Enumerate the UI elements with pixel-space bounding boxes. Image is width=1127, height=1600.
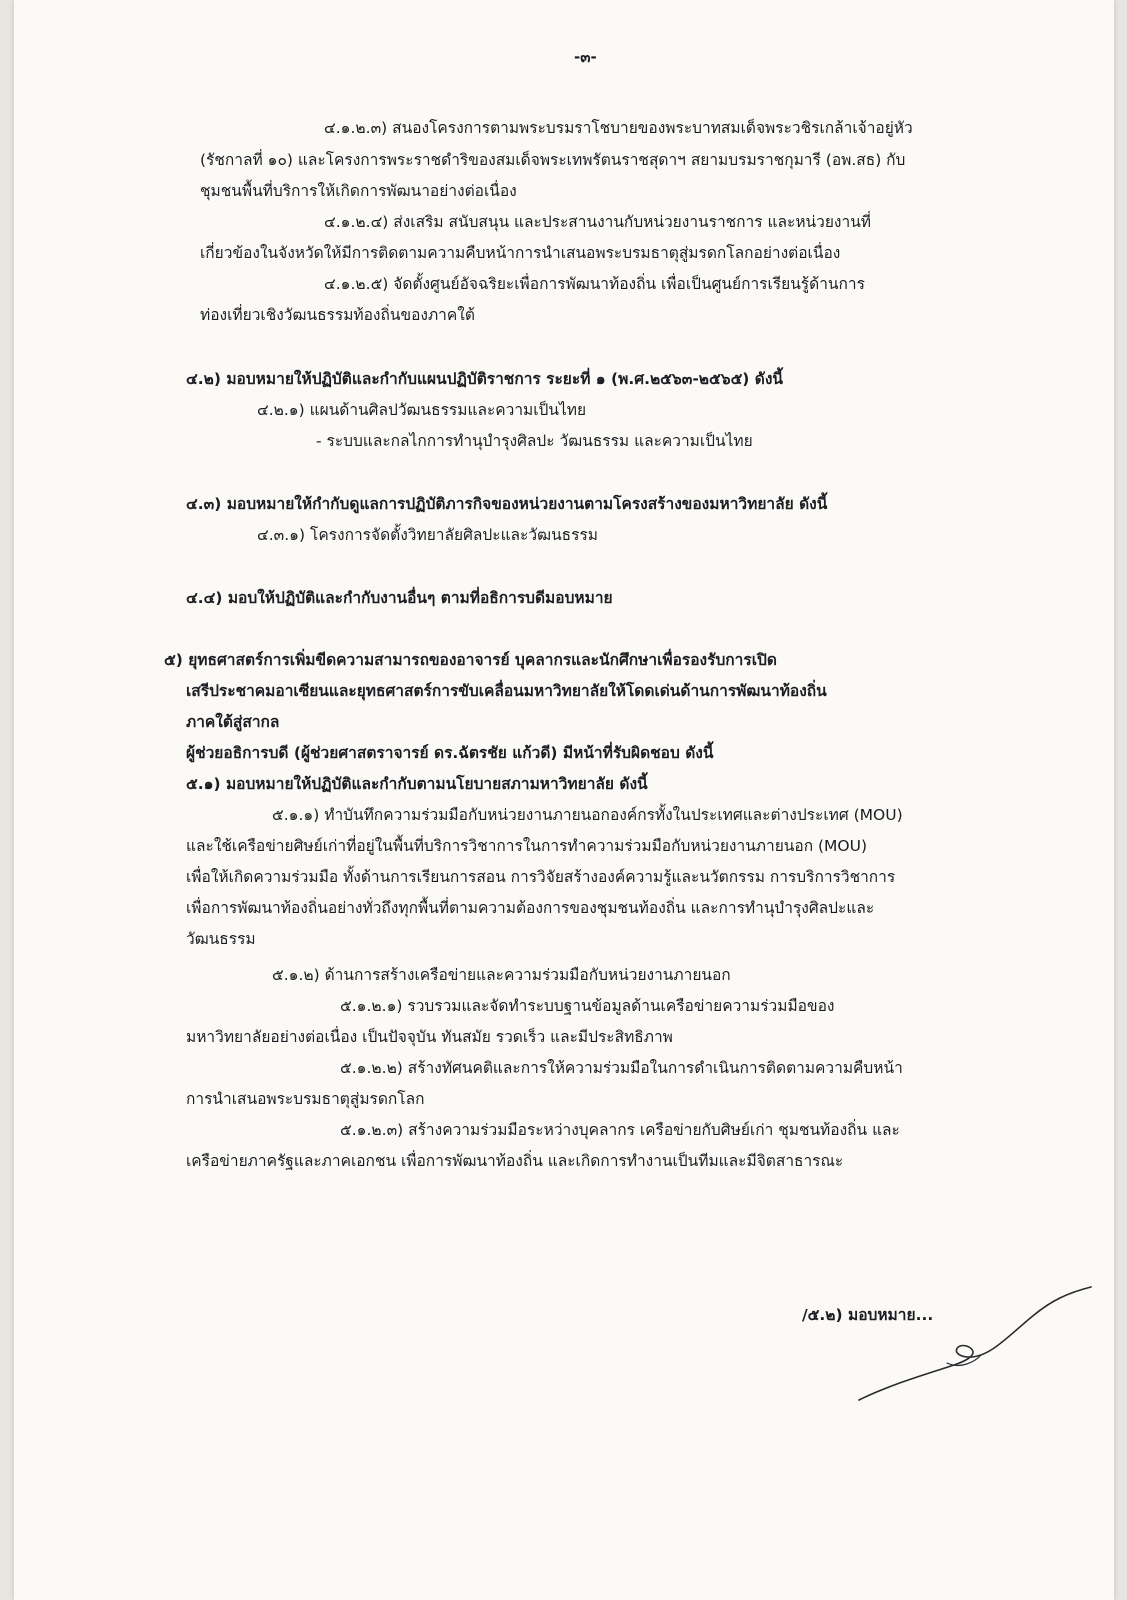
signature: [829, 1265, 1109, 1415]
section-heading: ๕.๑) มอบหมายให้ปฏิบัติและกำกับตามนโยบายสภามหาวิทยาลัย ดังนี้: [186, 775, 648, 793]
section-heading: ๔.๔) มอบให้ปฏิบัติและกำกับงานอื่นๆ ตามที่อธิการบดีมอบหมาย: [186, 589, 613, 607]
bullet-item: - ระบบและกลไกการทำนุบำรุงศิลปะ วัฒนธรรม และความเป็นไทย: [316, 432, 753, 450]
text-line: วัฒนธรรม: [186, 930, 256, 948]
text-line: ท่องเที่ยวเชิงวัฒนธรรมท้องถิ่นของภาคใต้: [200, 306, 475, 324]
text-line: ๕.๑.๒.๒) สร้างทัศนคติและการให้ความร่วมมือในการดำเนินการติดตามความคืบหน้า: [340, 1059, 903, 1077]
text-line: และใช้เครือข่ายศิษย์เก่าที่อยู่ในพื้นที่บริการวิชาการในการทำความร่วมมือกับหน่วยงานภายนอก (MOU): [186, 837, 868, 855]
page-number: -๓-: [574, 48, 597, 66]
continuation-note: /๕.๒) มอบหมาย...: [802, 1306, 934, 1324]
text-line: ๕.๑.๒.๓) สร้างความร่วมมือระหว่างบุคลากร เครือข่ายกับศิษย์เก่า ชุมชนท้องถิ่น และ: [340, 1121, 900, 1139]
text-line: ๕.๑.๒.๑) รวบรวมและจัดทำระบบฐานข้อมูลด้านเครือข่ายความร่วมมือของ: [340, 997, 835, 1015]
text-line: ชุมชนพื้นที่บริการให้เกิดการพัฒนาอย่างต่อเนื่อง: [200, 182, 517, 200]
text-line: ๔.๒.๑) แผนด้านศิลปวัฒนธรรมและความเป็นไทย: [257, 401, 587, 419]
section-heading: ๔.๒) มอบหมายให้ปฏิบัติและกำกับแผนปฏิบัติราชการ ระยะที่ ๑ (พ.ศ.๒๕๖๓-๒๕๖๕) ดังนี้: [186, 370, 784, 388]
section-heading: ภาคใต้สู่สากล: [186, 713, 280, 731]
text-line: ๔.๓.๑) โครงการจัดตั้งวิทยาลัยศิลปะและวัฒนธรรม: [257, 526, 599, 544]
text-line: เพื่อการพัฒนาท้องถิ่นอย่างทั่วถึงทุกพื้นที่ตามความต้องการของชุมชนท้องถิ่น และการทำนุบำรุงศิลปะและ: [186, 899, 875, 917]
text-line: ๔.๑.๒.๔) ส่งเสริม สนับสนุน และประสานงานกับหน่วยงานราชการ และหน่วยงานที่: [324, 213, 872, 231]
text-line: ๔.๑.๒.๕) จัดตั้งศูนย์อัจฉริยะเพื่อการพัฒนาท้องถิ่น เพื่อเป็นศูนย์การเรียนรู้ด้านการ: [324, 275, 865, 293]
section-heading: เสรีประชาคมอาเซียนและยุทธศาสตร์การขับเคลื่อนมหาวิทยาลัยให้โดดเด่นด้านการพัฒนาท้องถิ่น: [186, 682, 827, 700]
text-line: ๔.๑.๒.๓) สนองโครงการตามพระบรมราโชบายของพระบาทสมเด็จพระวชิรเกล้าเจ้าอยู่หัว: [324, 119, 913, 137]
text-line: เกี่ยวข้องในจังหวัดให้มีการติดตามความคืบหน้าการนำเสนอพระบรมธาตุสู่มรดกโลกอย่างต่อเนื่อง: [200, 244, 841, 262]
text-line: (รัชกาลที่ ๑๐) และโครงการพระราชดำริของสมเด็จพระเทพรัตนราชสุดาฯ สยามบรมราชกุมารี (อพ.สธ) กับ: [200, 151, 906, 169]
text-line: ๕.๑.๒) ด้านการสร้างเครือข่ายและความร่วมมือกับหน่วยงานภายนอก: [272, 966, 731, 984]
text-line: ๕.๑.๑) ทำบันทึกความร่วมมือกับหน่วยงานภายนอกองค์กรทั้งในประเทศและต่างประเทศ (MOU): [272, 806, 903, 824]
text-line: เพื่อให้เกิดความร่วมมือ ทั้งด้านการเรียนการสอน การวิจัยสร้างองค์ความรู้และนวัตกรรม การบริการวิชาการ: [186, 868, 896, 886]
text-line: การนำเสนอพระบรมธาตุสู่มรดกโลก: [186, 1090, 425, 1108]
text-line: มหาวิทยาลัยอย่างต่อเนื่อง เป็นปัจจุบัน ทันสมัย รวดเร็ว และมีประสิทธิภาพ: [186, 1028, 673, 1046]
document-page: [14, 0, 1114, 1600]
text-line: เครือข่ายภาครัฐและภาคเอกชน เพื่อการพัฒนาท้องถิ่น และเกิดการทำงานเป็นทีมและมีจิตสาธารณะ: [186, 1152, 844, 1170]
section-heading: ๕) ยุทธศาสตร์การเพิ่มขีดความสามารถของอาจารย์ บุคลากรและนักศึกษาเพื่อรองรับการเปิด: [164, 651, 777, 669]
responsible-person: ผู้ช่วยอธิการบดี (ผู้ช่วยศาสตราจารย์ ดร.ฉัตรชัย แก้วดี) มีหน้าที่รับผิดชอบ ดังนี้: [186, 744, 714, 762]
section-heading: ๔.๓) มอบหมายให้กำกับดูแลการปฏิบัติภารกิจของหน่วยงานตามโครงสร้างของมหาวิทยาลัย ดังนี้: [186, 495, 828, 513]
